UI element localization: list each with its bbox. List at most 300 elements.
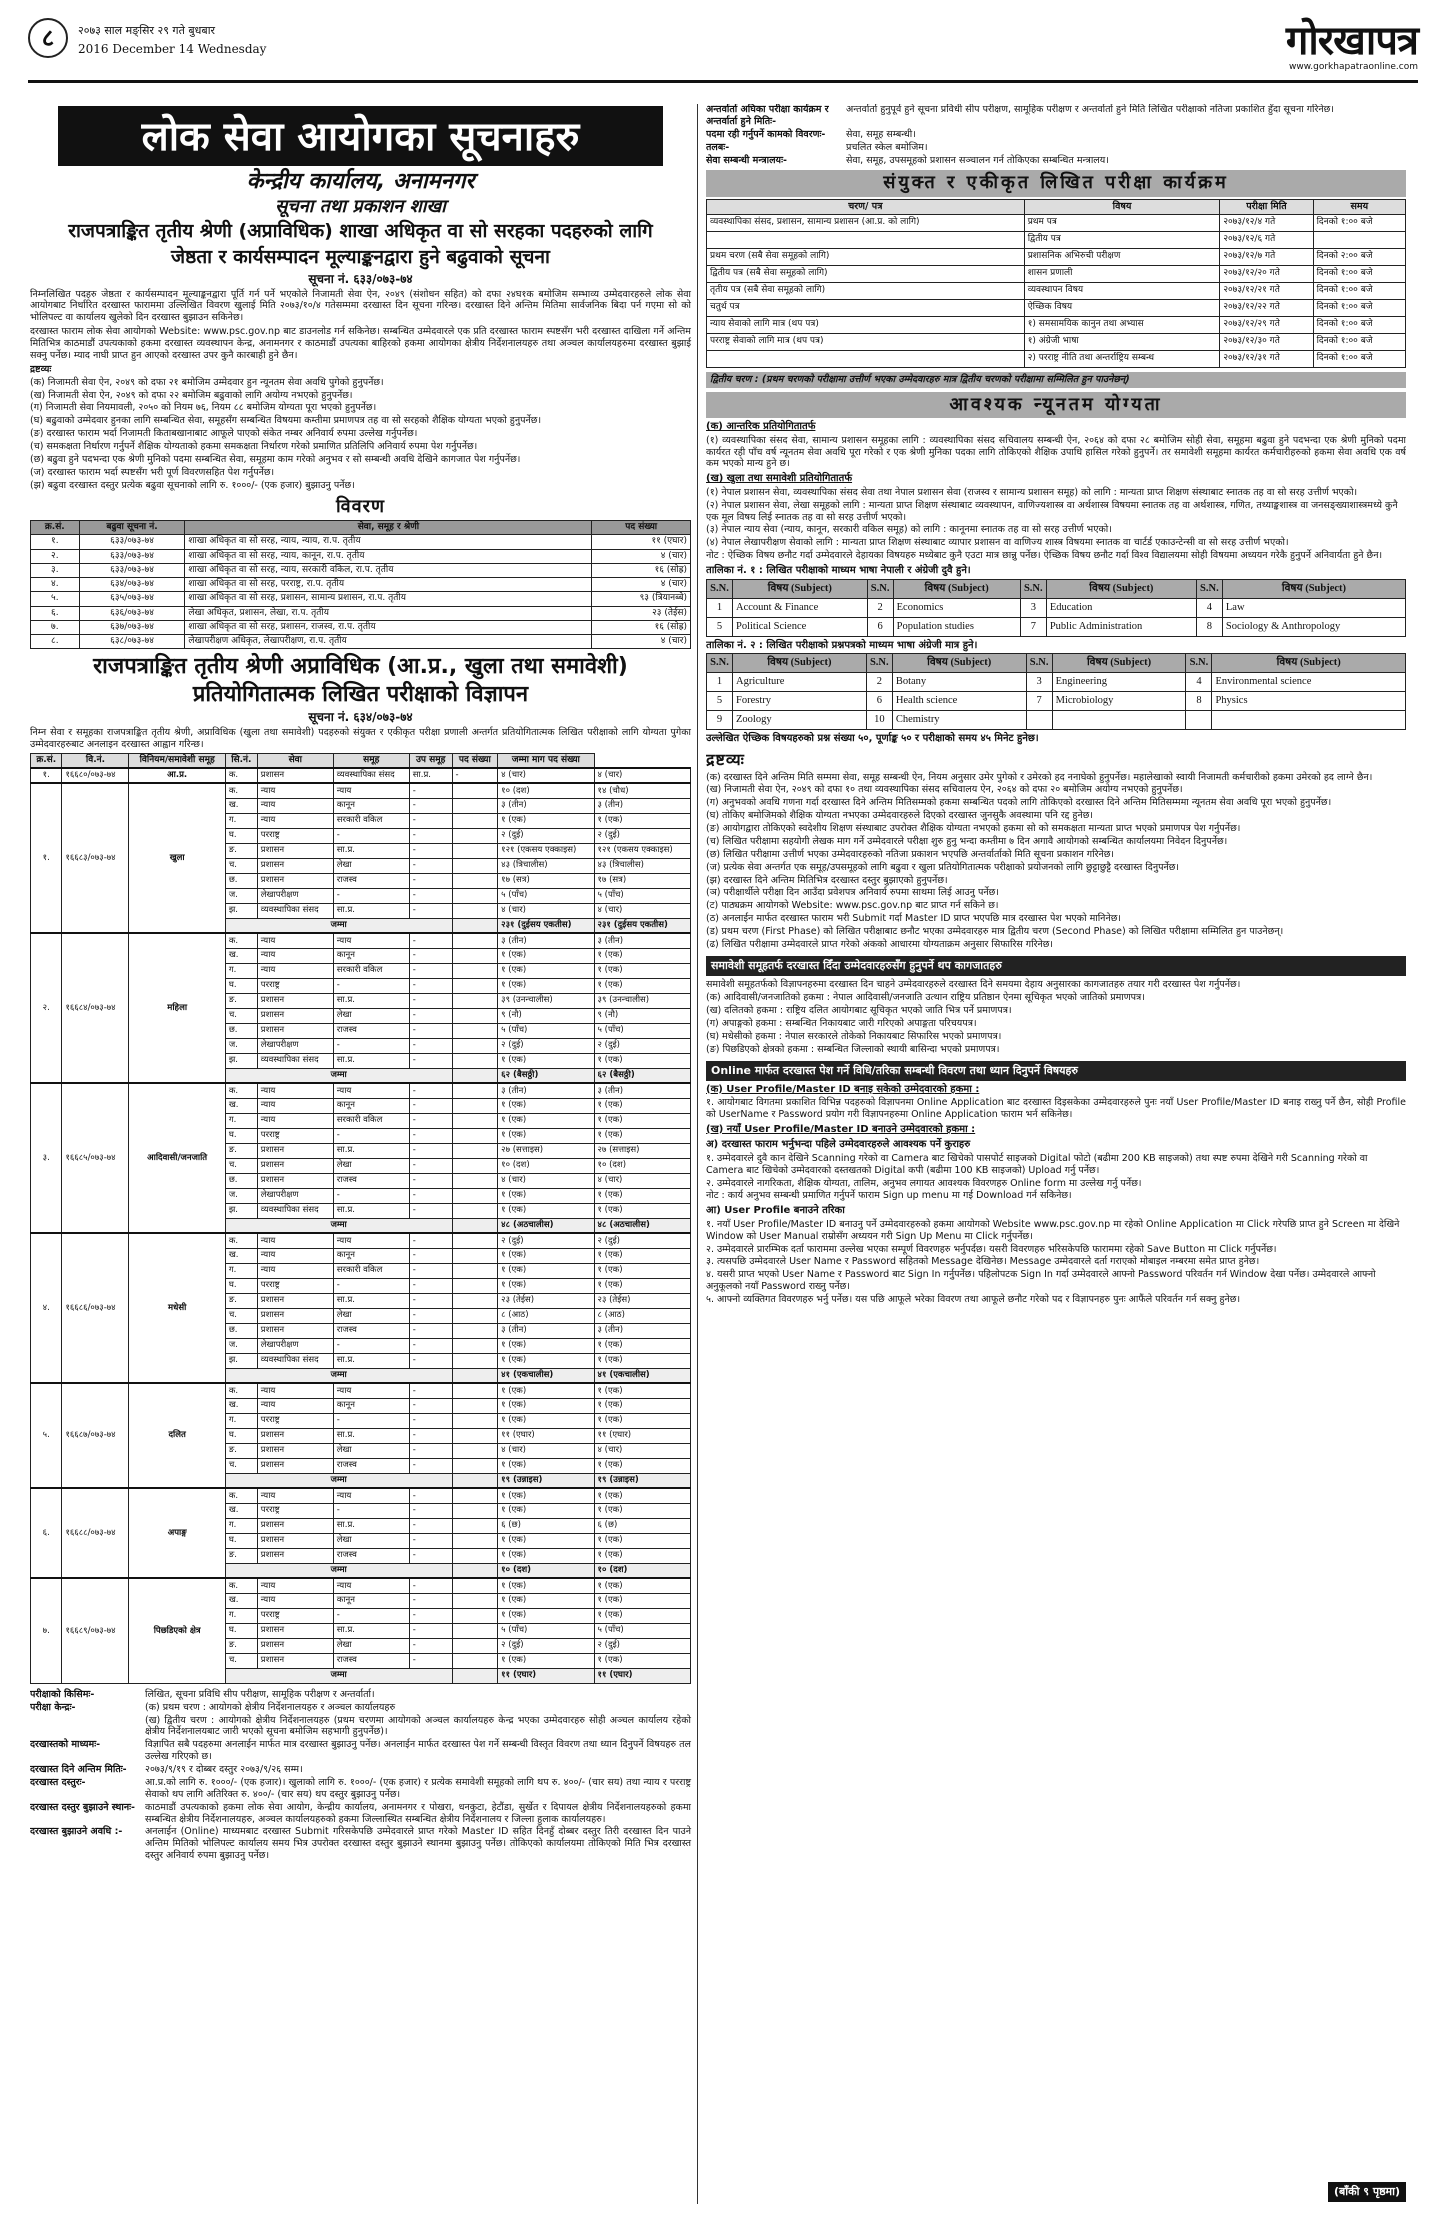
subject-cell: Physics <box>1212 692 1406 711</box>
table-cell: ५ (पाँच) <box>594 1623 690 1638</box>
table-cell: लेखा <box>333 1443 409 1458</box>
table-cell: ख. <box>225 948 257 963</box>
group-cell: दलित <box>129 1383 225 1488</box>
branch-name: सूचना तथा प्रकाशन शाखा <box>275 195 446 217</box>
internal-competition-head: (क) आन्तरिक प्रतियोगितातर्फ <box>706 421 816 433</box>
table-cell: - <box>409 1023 452 1038</box>
info-row <box>30 1702 691 1714</box>
table-cell: ५ (पाँच) <box>498 1623 594 1638</box>
table-cell: च. <box>225 1158 257 1173</box>
serial-cell: ३. <box>31 1083 62 1233</box>
subject-cell: Public Administration <box>1046 617 1196 636</box>
table-cell: - <box>333 828 409 843</box>
column-header: उप समूह <box>409 754 452 769</box>
table-cell: ५. <box>31 592 80 606</box>
table-cell: १ (एक) <box>498 813 594 828</box>
table-cell <box>452 1458 498 1473</box>
note-item: (ठ) अनलाईन मार्फत दरखास्त फाराम भरी Submit गर्दा Master ID प्राप्त भएपछि मात्र दरखास्त पेश भएको मानिनेछ। <box>706 913 1121 925</box>
info-key: परीक्षाको किसिमः- <box>30 1688 95 1700</box>
table-cell: - <box>409 993 452 1008</box>
table-cell: १ (एक) <box>498 1383 594 1398</box>
table-cell: राजस्व <box>333 1653 409 1668</box>
newspaper-logo: गोरखापत्र <box>1285 18 1418 64</box>
table-cell: सा.प्र. <box>333 1428 409 1443</box>
online-a-text: १. आयोगबाट विगतमा प्रकाशित विभिन्न पदहरुको विज्ञापनमा Online Application बाट दरखास्त दिइसकेका उम्मेदवारहरुले पुनः नयाँ User Profile/Master ID बनाइ राख्नु पर्ने छैन, सोही Profile को UserName र Password प्रयोग गरी विज्ञापनहरुमा Online Application फाराम भर्न सकिनेछ। <box>706 1097 1406 1120</box>
notice-cell: १६६८३/०७३-७४ <box>62 783 129 933</box>
info-row <box>30 1826 691 1862</box>
table-cell: ग. <box>225 1263 257 1278</box>
table2-caption: तालिका नं. २ : लिखित परीक्षाको प्रश्नपत्रको माध्यम भाषा अंग्रेजी मात्र हुने। <box>706 639 978 651</box>
table-cell <box>452 1578 498 1593</box>
table-cell: च. <box>225 1008 257 1023</box>
table-cell: व्यवस्थापन विषय <box>1024 282 1220 299</box>
table-cell: प्रशासन <box>257 1533 333 1548</box>
table-cell: - <box>333 1503 409 1518</box>
table-cell: दिनको १:०० बजे <box>1313 333 1405 350</box>
table-cell: न्याय <box>333 1383 409 1398</box>
table-cell: लेखा <box>333 1533 409 1548</box>
note-item: (ञ) परीक्षार्थीले परीक्षा दिन आउँदा प्रवेशपत्र अनिवार्य रुपमा साथमा लिई आउनु पर्नेछ। <box>706 887 999 899</box>
table-row <box>707 248 1406 265</box>
notes-title: द्रष्टव्यः <box>706 749 745 769</box>
table-cell: ग. <box>225 1608 257 1623</box>
table-cell <box>452 1563 498 1578</box>
table-cell: - <box>409 798 452 813</box>
table-cell: प्रशासन <box>257 1023 333 1038</box>
table-cell: - <box>333 1128 409 1143</box>
table-cell: ४ (चार) <box>594 903 690 918</box>
table-cell: राजस्व <box>333 1023 409 1038</box>
total-label: जम्मा <box>225 918 452 933</box>
sn-cell: 3 <box>1026 673 1052 692</box>
table-cell: ख. <box>225 1248 257 1263</box>
sn-header: S.N. <box>1026 654 1052 673</box>
note-item: (झ) दरखास्त दिने अन्तिम मितिभित्र दरखास्त दस्तुर बुझाएको हुनुपर्नेछ। <box>706 874 948 886</box>
table-cell: ख. <box>225 1398 257 1413</box>
table-cell <box>452 1053 498 1068</box>
table-cell <box>452 1428 498 1443</box>
table-cell <box>452 1518 498 1533</box>
table-cell: प्रशासन <box>257 1173 333 1188</box>
info-value: विज्ञापित सबै पदहरुमा अनलाईन मार्फत मात्र दरखास्त बुझाउनु पर्नेछ। अनलाईन मार्फत दरखास्त पेश गर्ने सम्बन्धी विस्तृत विवरण तथा ध्यान दिनुपर्ने विषयहरु तल उल्लेख गरिएको छ। <box>145 1739 691 1763</box>
table-cell: १ (एक) <box>594 1338 690 1353</box>
table-cell: १ (एक) <box>594 1608 690 1623</box>
table-cell: - <box>333 1413 409 1428</box>
table-cell: १७ (सत्र) <box>498 873 594 888</box>
table-cell: २३ (तेईस) <box>592 606 691 620</box>
info-value: सेवा, समूह सम्बन्धी। <box>846 128 916 140</box>
table-cell: १ (एक) <box>594 1203 690 1218</box>
table-cell: १ (एक) <box>594 1458 690 1473</box>
table-cell: २ (दुई) <box>594 1038 690 1053</box>
sn-cell: 2 <box>866 673 892 692</box>
table-cell: १ (एक) <box>594 1503 690 1518</box>
table-cell <box>452 1098 498 1113</box>
table-cell <box>452 933 498 948</box>
table-row <box>707 711 1406 730</box>
table-cell: प्रशासन <box>257 1308 333 1323</box>
table-row <box>707 282 1406 299</box>
group-cell: मधेसी <box>129 1233 225 1383</box>
note-item: (ज) दरखास्त फाराम भर्दा स्पष्टसँग भरी पूर्ण विवरणसहित पेश गर्नुपर्नेछ। <box>30 466 275 478</box>
subject-cell: Political Science <box>733 617 868 636</box>
info-key: तलबः- <box>706 141 730 153</box>
online-title: Online मार्फत दरखास्त पेश गर्ने विधि/तरिका सम्बन्धी विवरण तथा ध्यान दिनुपर्ने विषयहरु <box>706 1061 1406 1081</box>
qualification-item: (४) नेपाल लेखापरीक्षण सेवाको लागि : मान्यता प्राप्त शिक्षण संस्थाबाट व्यापार प्रशासन वा वाणिज्य शास्त्र विषयमा स्नातक वा चार्टर्ड एकाउन्टेन्सी वा सो सरह उत्तीर्ण भएको। <box>706 537 1289 549</box>
table-row <box>31 1083 691 1098</box>
table-cell: न्याय <box>257 1113 333 1128</box>
table-cell: १ (एक) <box>498 1593 594 1608</box>
total-label: जम्मा <box>225 1473 452 1488</box>
table-cell: ङ. <box>225 843 257 858</box>
note-item: (च) समकक्षता निर्धारण गर्नुपर्ने शैक्षिक योग्यताको हकमा समकक्षता निर्धारण गरेको प्रमाणित प्रतिलिपि अनिवार्य रुपमा पेश गर्नुपर्नेछ। <box>30 441 478 452</box>
table-cell: छ. <box>225 1323 257 1338</box>
total-label: जम्मा <box>225 1218 452 1233</box>
table-cell: - <box>333 1278 409 1293</box>
sn-header: S.N. <box>1020 579 1046 598</box>
column-header: पद संख्या <box>452 754 498 769</box>
table-cell: १ (एक) <box>498 1128 594 1143</box>
table-cell: १४ (चौध) <box>594 783 690 798</box>
table-row <box>707 673 1406 692</box>
table-cell: ज. <box>225 1038 257 1053</box>
info-value: लिखित, सूचना प्रविधि सीप परीक्षण, सामूहिक परीक्षण र अन्तर्वार्ता। <box>145 1688 375 1700</box>
table-cell: १ (एक) <box>594 1188 690 1203</box>
column-header: बढुवा सूचना नं. <box>79 521 185 535</box>
table-cell: परराष्ट्र <box>257 1503 333 1518</box>
table-cell: ६३६/०७३-७४ <box>79 606 185 620</box>
note-item: (ख) निजामती सेवा ऐन, २०४९ को दफा २२ बमोजिम बढुवाको लागि अयोग्य नभएको हुनुपर्नेछ। <box>30 389 353 401</box>
table-cell: १ (एक) <box>594 1278 690 1293</box>
notice-cell: १६६८५/०७३-७४ <box>62 1083 129 1233</box>
table-cell: प्रथम पत्र <box>1024 214 1220 231</box>
table-cell: ८ (आठ) <box>594 1308 690 1323</box>
table-cell: ६३३/०७३-७४ <box>79 549 185 563</box>
note-item: (घ) बढुवाको उम्मेदवार हुनका लागि सम्बन्धित सेवा, समूहसँग सम्बन्धित विषयमा कम्तीमा प्रमाणपत्र तह वा सो सरहको शैक्षिक योग्यता भएको हुनुपर्नेछ। <box>30 415 542 427</box>
newspaper-url[interactable]: www.gorkhapatraonline.com <box>1289 62 1418 72</box>
sn-cell: 7 <box>1026 692 1052 711</box>
table-cell: प्रशासन <box>257 1293 333 1308</box>
table-cell: २०७३/१२/४ गते <box>1220 214 1313 231</box>
table-cell <box>452 1383 498 1398</box>
table-row <box>31 549 691 563</box>
table-cell: ९३ (त्रियानब्बे) <box>592 592 691 606</box>
table-cell: सा.प्र. <box>333 903 409 918</box>
table-cell: न्याय <box>333 1233 409 1248</box>
table-cell: ३ (तीन) <box>498 933 594 948</box>
table-cell <box>452 1008 498 1023</box>
table-cell: - <box>409 1518 452 1533</box>
info-value: आ.प्र.को लागि रु. १०००/- (एक हजार)। खुलाको लागि रु. १०००/- (एक हजार) र प्रत्येक समावेशी समूहको लागि थप रु. ४००/- (चार सय) तथा न्याय र परराष्ट्र सेवाको थप लागि अतिरिक्त रु. ४००/- (चार सय) थप दस्तुर बुझाउनु पर्नेछ। <box>145 1776 691 1800</box>
table-cell: ३. <box>31 563 80 577</box>
table-cell: न्याय <box>257 1593 333 1608</box>
table-cell: सरकारी वकिल <box>333 813 409 828</box>
sn-cell: 10 <box>866 711 892 730</box>
table-cell: शाखा अधिकृत वा सो सरह, प्रशासन, राजस्व, रा.प. तृतीय <box>185 620 592 634</box>
total-label: जम्मा <box>225 1068 452 1083</box>
subject-header: विषय (Subject) <box>893 579 1020 598</box>
table-cell: - <box>409 1248 452 1263</box>
table-cell: शाखा अधिकृत वा सो सरह, प्रशासन, सामान्य प्रशासन, रा.प. तृतीय <box>185 592 592 606</box>
table-cell: क. <box>225 1233 257 1248</box>
table-cell: - <box>409 1083 452 1098</box>
table-cell: - <box>409 1143 452 1158</box>
table-cell <box>452 1188 498 1203</box>
info-value: सेवा, समूह, उपसमूहको प्रशासन सञ्चालन गर्न तोकिएका सम्बन्धित मन्त्रालय। <box>846 154 1109 166</box>
open-competition-head: (ख) खुला तथा समावेशी प्रतियोगितातर्फ <box>706 473 853 485</box>
table-cell: प्रशासन <box>257 1548 333 1563</box>
table-cell: न्याय <box>333 1578 409 1593</box>
sn-cell: 5 <box>707 692 733 711</box>
table-cell: क. <box>225 768 257 783</box>
table-cell: लेखापरीक्षण अधिकृत, लेखापरीक्षण, रा.प. तृतीय <box>185 635 592 649</box>
subject-header: विषय (Subject) <box>892 654 1026 673</box>
table-cell: प्रशासन <box>257 1638 333 1653</box>
group-cell: पिछडिएको क्षेत्र <box>129 1578 225 1683</box>
table-cell: ग. <box>225 813 257 828</box>
inclusive-item: (घ) मधेसीको हकमा : नेपाल सरकारले तोकेको निकायबाट सिफारिस भएको प्रमाणपत्र। <box>706 1031 1002 1042</box>
notice-cell: १६६८६/०७३-७४ <box>62 1233 129 1383</box>
table-cell: - <box>409 1203 452 1218</box>
column-header: सेवा <box>257 754 333 769</box>
table-cell: - <box>409 1548 452 1563</box>
table-row <box>707 214 1406 231</box>
table-cell <box>452 873 498 888</box>
table-cell: च. <box>225 1653 257 1668</box>
table-cell: १ (एक) <box>498 963 594 978</box>
subject-cell: Botany <box>892 673 1026 692</box>
serial-cell: ७. <box>31 1578 62 1683</box>
table-cell: - <box>409 948 452 963</box>
table-cell: शाखा अधिकृत वा सो सरह, न्याय, न्याय, रा.प. तृतीय <box>185 535 592 549</box>
note-item: (च) लिखित परीक्षामा सहयोगी लेखक माग गर्ने उम्मेदवारले परीक्षा शुरु हुनु भन्दा कम्तीमा ७ दिन अगावै आयोगको सम्बन्धित कार्यालयमा निवेदन दिनुपर्नेछ। <box>706 835 1228 847</box>
table-cell: दिनको १:०० बजे <box>1313 299 1405 316</box>
table-cell: घ. <box>225 1278 257 1293</box>
table-cell: १ (एक) <box>594 1248 690 1263</box>
subject-cell: Chemistry <box>892 711 1026 730</box>
table-cell: राजस्व <box>333 873 409 888</box>
table-cell: ११ (एघार) <box>592 535 691 549</box>
qualification-item: (३) नेपाल न्याय सेवा (न्याय, कानून, सरकारी वकिल समूह) को लागि : कानूनमा स्नातक तह वा सो सरह उत्तीर्ण भएको। <box>706 524 1112 536</box>
table-cell: न्याय <box>257 963 333 978</box>
table-row <box>707 617 1406 636</box>
table-cell: २०७३/१२/३१ गते <box>1220 350 1313 367</box>
table-cell: च. <box>225 1308 257 1323</box>
table-cell: सा.प्र. <box>333 843 409 858</box>
table-row <box>707 231 1406 248</box>
table-cell <box>452 1218 498 1233</box>
right-column <box>706 104 1406 2204</box>
table-cell: १ (एक) <box>594 1113 690 1128</box>
table-cell: - <box>409 858 452 873</box>
table-cell: - <box>409 1008 452 1023</box>
table-cell: १ (एक) <box>594 813 690 828</box>
sn-cell: 5 <box>707 617 733 636</box>
table-cell <box>452 1413 498 1428</box>
notice-number-2: सूचना नं. ६३४/०७३-७४ <box>308 710 413 725</box>
total-label: जम्मा <box>225 1668 452 1683</box>
column-header: क्र.सं. <box>31 521 80 535</box>
table-cell: घ. <box>225 978 257 993</box>
table-cell: १ (एक) <box>498 1338 594 1353</box>
table-cell <box>452 1338 498 1353</box>
total-value: ४१ (एकचालीस) <box>498 1368 594 1383</box>
note-item: (ग) अनुभवको अवधि गणना गर्दा दरखास्त दिने अन्तिम मितिसम्मको हकमा सम्बन्धित पदको लागि तोकिएको दरखास्त दिने अन्तिम मितिसम्ममा न्यूनतम सेवा अवधि पूरा भएको हुनुपर्नेछ। <box>706 797 1332 809</box>
table-cell <box>452 1248 498 1263</box>
table-cell: २ (दुई) <box>594 828 690 843</box>
subject-cell: Agriculture <box>733 673 867 692</box>
table-cell: - <box>409 978 452 993</box>
table-row <box>31 635 691 649</box>
exam-info <box>30 1689 691 1862</box>
info-key: दरखास्त दस्तुरः- <box>30 1776 86 1788</box>
group-cell: आ.प्र. <box>129 768 225 783</box>
table-cell: १ (एक) <box>498 948 594 963</box>
table-cell: लेखा <box>333 1308 409 1323</box>
table-cell: १ (एक) <box>594 948 690 963</box>
serial-cell: ५. <box>31 1383 62 1488</box>
online-step: १. उम्मेदवारले दुवै कान देखिने Scanning गरेको वा Camera बाट खिचेको पासपोर्ट साइजको Digital फोटो (बढीमा 200 KB साइजको) तथा स्पष्ट रुपमा देखिने गरी Scanning गरेको वा Camera बाट खिचेको उम्मेदवारको दस्तखतको Digital कपी (बढीमा 100 KB साइजको) Upload गर्नु पर्नेछ। <box>706 1152 1368 1176</box>
table-cell: परराष्ट्र <box>257 978 333 993</box>
table-cell: सा.प्र. <box>333 993 409 1008</box>
table-cell <box>452 798 498 813</box>
table-cell: - <box>409 828 452 843</box>
column-header: चरण/ पत्र <box>707 199 1025 214</box>
table-cell: छ. <box>225 1173 257 1188</box>
date-nepali: २०७३ साल मङ्सिर २९ गते बुधबार <box>78 24 216 37</box>
table-cell: - <box>409 1338 452 1353</box>
table-cell: - <box>409 1503 452 1518</box>
table-cell: २ (दुई) <box>498 1233 594 1248</box>
table-cell <box>452 1083 498 1098</box>
table-cell <box>452 813 498 828</box>
table-cell <box>452 1353 498 1368</box>
table-cell: - <box>409 1233 452 1248</box>
second-phase-note: द्वितीय चरण : (प्रथम चरणको परीक्षामा उत्तीर्ण भएका उम्मेदवारहरु मात्र द्वितीय चरणको परीक्षामा सम्मिलित हुन पाउनेछन्) <box>706 372 1406 388</box>
table-cell <box>452 1653 498 1668</box>
table-cell: ११ (एघार) <box>498 1428 594 1443</box>
table-cell: न्याय <box>257 813 333 828</box>
table-cell: ५ (पाँच) <box>498 888 594 903</box>
table-cell: कानून <box>333 798 409 813</box>
table-cell: - <box>333 1608 409 1623</box>
column-header: समूह <box>333 754 409 769</box>
table-cell: ६३३/०७३-७४ <box>79 535 185 549</box>
subject-table-2 <box>706 653 1406 730</box>
column-header: सि.नं. <box>225 754 257 769</box>
note-item: (ट) पाठ्यक्रम आयोगको Website: www.psc.gov.np बाट प्राप्त गर्न सकिने छ। <box>706 900 999 912</box>
column-header: विनियम/समावेशी समूह <box>129 754 225 769</box>
table-cell: - <box>409 1098 452 1113</box>
table-cell: ८ (आठ) <box>498 1308 594 1323</box>
table-cell: न्याय <box>257 783 333 798</box>
left-column <box>30 104 698 2204</box>
table-cell: ४ (चार) <box>592 578 691 592</box>
table-cell: १ (एक) <box>594 1398 690 1413</box>
table-cell: ज. <box>225 1188 257 1203</box>
subject-header: विषय (Subject) <box>1046 579 1196 598</box>
table-cell: १ (एक) <box>594 1533 690 1548</box>
table-cell: १ (एक) <box>498 1203 594 1218</box>
table-cell: ३९ (उनन्चालीस) <box>594 993 690 1008</box>
table-cell: १ (एक) <box>594 1413 690 1428</box>
table-row <box>707 299 1406 316</box>
table-cell: परराष्ट्र <box>257 1128 333 1143</box>
table-cell: १ (एक) <box>498 1653 594 1668</box>
table-cell <box>452 1443 498 1458</box>
table-cell: न्याय <box>257 1488 333 1503</box>
table-cell: न्याय सेवाको लागि मात्र (थप पत्र) <box>707 316 1025 333</box>
table-cell <box>452 1368 498 1383</box>
sn-cell: 4 <box>1186 673 1212 692</box>
table-cell <box>707 350 1025 367</box>
info-row <box>706 142 1406 154</box>
sn-header: S.N. <box>1196 579 1222 598</box>
subject-cell <box>1052 711 1186 730</box>
table-cell <box>452 1233 498 1248</box>
table-cell: ङ. <box>225 993 257 1008</box>
serial-cell: २. <box>31 933 62 1083</box>
table-cell: १ (एक) <box>498 1248 594 1263</box>
table-row <box>31 768 691 783</box>
table-cell: न्याय <box>257 1398 333 1413</box>
table-cell: न्याय <box>257 1248 333 1263</box>
table-cell: दिनको २:०० बजे <box>1313 248 1405 265</box>
table-cell: ३ (तीन) <box>498 1323 594 1338</box>
serial-cell: ६. <box>31 1488 62 1578</box>
table-cell: कानून <box>333 1098 409 1113</box>
info-key: दरखास्त दिने अन्तिम मितिः- <box>30 1764 127 1775</box>
table-cell: १ (एक) <box>498 1503 594 1518</box>
subject-header: विषय (Subject) <box>1222 579 1405 598</box>
table-cell <box>452 1533 498 1548</box>
online-a-head: (क) User Profile/Master ID बनाइ सकेको उम्मेदवारको हकमा : <box>706 1083 980 1095</box>
table-cell <box>452 843 498 858</box>
table-cell: - <box>409 1608 452 1623</box>
serial-cell: ४. <box>31 1233 62 1383</box>
table-cell: ६३५/०७३-७४ <box>79 592 185 606</box>
table-cell: लेखा <box>333 1158 409 1173</box>
total-value: ११ (एघार) <box>594 1668 690 1683</box>
subject-cell: Population studies <box>893 617 1020 636</box>
online-step: नोट : कार्य अनुभव सम्बन्धी प्रमाणित गर्नुपर्ने फाराम Sign up menu मा गई Download गर्न सकिनेछ। <box>706 1190 1072 1202</box>
table-cell: १ (एक) <box>594 1653 690 1668</box>
table-cell: १ (एक) <box>594 963 690 978</box>
exam-schedule-table <box>706 199 1406 368</box>
table-cell: १. <box>31 535 80 549</box>
table-cell: न्याय <box>257 1098 333 1113</box>
date-english: 2016 December 14 Wednesday <box>78 42 267 56</box>
table-cell: शासन प्रणाली <box>1024 265 1220 282</box>
table-cell: २) परराष्ट्र नीति तथा अन्तर्राष्ट्रिय सम्बन्ध <box>1024 350 1220 367</box>
table-cell: १ (एक) <box>498 978 594 993</box>
subject-cell: Economics <box>893 598 1020 617</box>
promotion-title-2: जेष्ठता र कार्यसम्पादन मूल्याङ्कनद्वारा हुने बढुवाको सूचना <box>171 245 550 268</box>
table-cell: लेखापरीक्षण <box>257 1038 333 1053</box>
table-cell: न्याय <box>257 1233 333 1248</box>
table-cell: प्रशासन <box>257 843 333 858</box>
table-row <box>31 1233 691 1248</box>
table-cell: २३ (तेईस) <box>594 1293 690 1308</box>
subject-header: विषय (Subject) <box>733 654 867 673</box>
online-step: ४. यसरी प्राप्त भएको User Name र Password बाट Sign In गर्नुपर्नेछ। पहिलोपटक Sign In गर्दा उम्मेदवारले आफ्नो Password परिवर्तन गर्न Window देखा पर्नेछ। उम्मेदवारले आफ्नो अनुकूलको नयाँ Password राख्नु पर्नेछ। <box>706 1269 1376 1293</box>
table-cell: प्रथम चरण (सबै सेवा समूहको लागि) <box>707 248 1025 265</box>
info-key: सेवा सम्बन्धी मन्त्रालयः- <box>706 154 787 166</box>
table-cell: - <box>409 1353 452 1368</box>
table-cell: १६ (सोह्र) <box>592 563 691 577</box>
online-step: ५. आफ्नो व्यक्तिगत विवरणहरु भर्नु पर्नेछ। यस पछि आफूले भरेका विवरण तथा आफूले छनौट गरेको पद र विज्ञापनहरु पुनः आफैंले परिवर्तन गर्न सक्नु हुनेछ। <box>706 1294 1241 1305</box>
table-cell: १ (एक) <box>498 1263 594 1278</box>
